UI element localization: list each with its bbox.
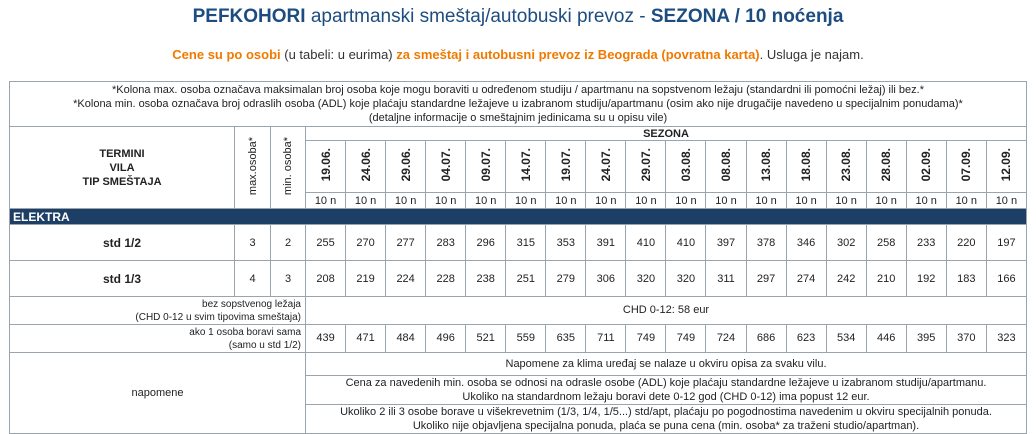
price-cell: 410 [626,225,666,261]
date-cell [986,141,1026,193]
date-cell [466,141,506,193]
date-label: 29.06. [398,148,413,182]
nights-cell: 10 n [386,193,426,209]
single-price-cell: 749 [626,325,666,353]
napomene-row [10,353,1027,376]
date-cell [946,141,986,193]
max-osoba-label: max.osoba* [246,136,259,196]
price-cell: 311 [706,261,746,297]
nights-cell: 10 n [706,193,746,209]
date-label: 14.07. [518,148,533,182]
price-cell: 279 [546,261,586,297]
nights-cell: 10 n [986,193,1026,209]
napomene-block2 [306,376,1027,405]
date-label: 12.09. [999,148,1014,182]
room-max: 3 [235,225,271,261]
date-cell [666,141,706,193]
single-price-cell: 724 [706,325,746,353]
price-cell: 302 [826,225,866,261]
napomene-line4: Ukoliko 2 ili 3 osobe borave u višekrevetnim (1/3, 1/4, 1/5...) std/apt, plaćaju po pogodnostima navedenim u okviru specijalnih ponuda. [340,406,992,418]
single-price-cell: 711 [586,325,626,353]
single-price-cell: 471 [346,325,386,353]
nights-cell: 10 n [306,193,346,209]
date-label: 04.07. [438,148,453,182]
price-cell: 320 [626,261,666,297]
price-cell: 166 [986,261,1026,297]
nights-cell: 10 n [626,193,666,209]
date-label: 24.07. [598,148,613,182]
single-price-cell: 395 [906,325,946,353]
nights-cell: 10 n [746,193,786,209]
price-cell: 397 [706,225,746,261]
date-cell [306,141,346,193]
min-osoba-label: min. osoba* [282,136,294,196]
nights-cell: 10 n [546,193,586,209]
price-cell: 306 [586,261,626,297]
napomene-label: napomene [10,353,306,434]
price-cell: 192 [906,261,946,297]
date-label: 07.09. [959,148,974,182]
price-cell: 220 [946,225,986,261]
napomene-block3 [306,405,1027,434]
nights-cell: 10 n [906,193,946,209]
price-cell: 277 [386,225,426,261]
note-line-3: (detaljne informacije o smeštajnim jedinicama su u opisu vile) [368,112,668,124]
price-cell: 315 [506,225,546,261]
notes-row [10,82,1027,127]
price-cell: 183 [946,261,986,297]
sezona-header: SEZONA [306,127,1027,141]
date-cell [826,141,866,193]
date-cell [626,141,666,193]
price-cell: 391 [586,225,626,261]
chd-row [10,297,1027,325]
price-cell: 255 [306,225,346,261]
title-season: SEZONA / 10 noćenja [650,6,844,27]
napomene-line5: Ukoliko nije objavljena specijalna ponuda, plaća se puna cena (min. osoba* za traženi studio/apartman). [412,420,920,432]
date-cell [386,141,426,193]
header-left-cell [10,127,235,209]
nights-cell: 10 n [666,193,706,209]
single-price-cell: 323 [986,325,1026,353]
date-label: 09.07. [478,148,493,182]
nights-cell: 10 n [786,193,826,209]
nights-cell: 10 n [466,193,506,209]
price-cell: 197 [986,225,1026,261]
single-row [10,325,1027,353]
subtitle-part2: (u tabeli: u eurima) [280,47,397,62]
napomene-line2: Cena za navedenih min. osoba se odnosi na odrasle osobe (ADL) koje plaćaju standardne ležajeve u izabranom studiju/apartmanu. [345,377,987,389]
section-row [10,209,1027,225]
date-label: 02.09. [919,148,934,182]
date-label: 29.07. [638,148,653,182]
date-label: 18.08. [799,148,814,182]
nights-cell: 10 n [506,193,546,209]
room-min: 3 [271,261,306,297]
date-cell [426,141,466,193]
single-price-cell: 623 [786,325,826,353]
price-cell: 258 [866,225,906,261]
room-type: std 1/2 [10,225,235,261]
single-label-line1: ako 1 osoba boravi sama [189,326,301,338]
sezona-row [10,127,1027,141]
section-elektra: ELEKTRA [10,209,1027,225]
price-cell: 270 [346,225,386,261]
price-cell: 346 [786,225,826,261]
date-cell [746,141,786,193]
price-cell: 410 [666,225,706,261]
chd-label [10,297,306,325]
subtitle-part4: . Usluga je najam. [759,47,864,62]
date-label: 19.06. [318,148,333,182]
max-header-cell [235,127,271,209]
date-cell [706,141,746,193]
napomene-line3: Ukoliko na standardnom ležaju boravi dete 0-12 god (CHD 0-12) ima popust 12 eur. [462,391,870,403]
price-cell: 274 [786,261,826,297]
date-cell [546,141,586,193]
price-cell: 378 [746,225,786,261]
note-line-2: *Kolona min. osoba označava broj odraslih osoba (ADL) koje plaćaju standardne ležajeve u izabranom studiju/apartmanu (osim ako nije drugačije navedeno u specijalnim ponudama)* [73,98,963,110]
single-label-line2: (samo u std 1/2) [228,339,301,351]
price-cell: 296 [466,225,506,261]
price-cell: 208 [306,261,346,297]
price-table [9,81,1027,434]
single-price-cell: 484 [386,325,426,353]
single-price-cell: 446 [866,325,906,353]
room-row [10,261,1027,297]
single-price-cell: 370 [946,325,986,353]
nights-cell: 10 n [426,193,466,209]
single-price-cell: 439 [306,325,346,353]
nights-cell: 10 n [586,193,626,209]
date-cell [346,141,386,193]
date-label: 19.07. [558,148,573,182]
date-label: 23.08. [839,148,854,182]
subtitle-part3: za smeštaj i autobusni prevoz iz Beograda (povratna karta) [396,47,760,62]
napomene-line1: Napomene za klima uređaj se nalaze u okviru opisa za svaku vilu. [306,353,1027,376]
price-cell: 224 [386,261,426,297]
nights-cell: 10 n [826,193,866,209]
date-label: 24.06. [358,148,373,182]
room-type: std 1/3 [10,261,235,297]
date-cell [866,141,906,193]
nights-cell: 10 n [866,193,906,209]
title-brand: PEFKOHORI [192,6,306,27]
nights-cell: 10 n [946,193,986,209]
single-price-cell: 749 [666,325,706,353]
price-cell: 233 [906,225,946,261]
room-max: 4 [235,261,271,297]
price-cell: 353 [546,225,586,261]
single-price-cell: 534 [826,325,866,353]
header-tip: TIP SMEŠTAJA [82,175,162,188]
date-label: 08.08. [718,148,733,182]
chd-label-line1: bez sopstvenog ležaja [202,298,301,310]
title-middle: apartmanski smeštaj/autobuski prevoz - [305,6,651,27]
date-cell [786,141,826,193]
date-cell [586,141,626,193]
price-cell: 251 [506,261,546,297]
price-cell: 283 [426,225,466,261]
notes-cell [10,82,1027,127]
single-price-cell: 521 [466,325,506,353]
single-price-cell: 559 [506,325,546,353]
price-cell: 219 [346,261,386,297]
single-price-cell: 686 [746,325,786,353]
nights-cell: 10 n [346,193,386,209]
price-cell: 297 [746,261,786,297]
chd-label-line2: (CHD 0-12 u svim tipovima smeštaja) [135,311,301,323]
date-label: 03.08. [678,148,693,182]
note-line-1: *Kolona max. osoba označava maksimalan broj osoba koje mogu boraviti u određenom studiju / apartmanu na sopstvenom ležaju (standardni ili pomoćni ležaj) ili bez.* [112,84,924,96]
header-vila: VILA [109,161,135,174]
page-title [0,6,1036,28]
date-cell [906,141,946,193]
date-label: 13.08. [759,148,774,182]
subtitle-part1: Cene su po osobi [172,47,281,62]
price-cell: 210 [866,261,906,297]
price-cell: 242 [826,261,866,297]
room-min: 2 [271,225,306,261]
chd-value: CHD 0-12: 58 eur [306,297,1027,325]
price-cell: 320 [666,261,706,297]
price-cell: 228 [426,261,466,297]
date-label: 28.08. [879,148,894,182]
single-price-cell: 496 [426,325,466,353]
min-header-cell [271,127,306,209]
price-cell: 238 [466,261,506,297]
single-price-cell: 635 [546,325,586,353]
date-cell [506,141,546,193]
room-row [10,225,1027,261]
header-termini: TERMINI [99,147,145,160]
price-subtitle [0,47,1036,62]
single-label [10,325,306,353]
